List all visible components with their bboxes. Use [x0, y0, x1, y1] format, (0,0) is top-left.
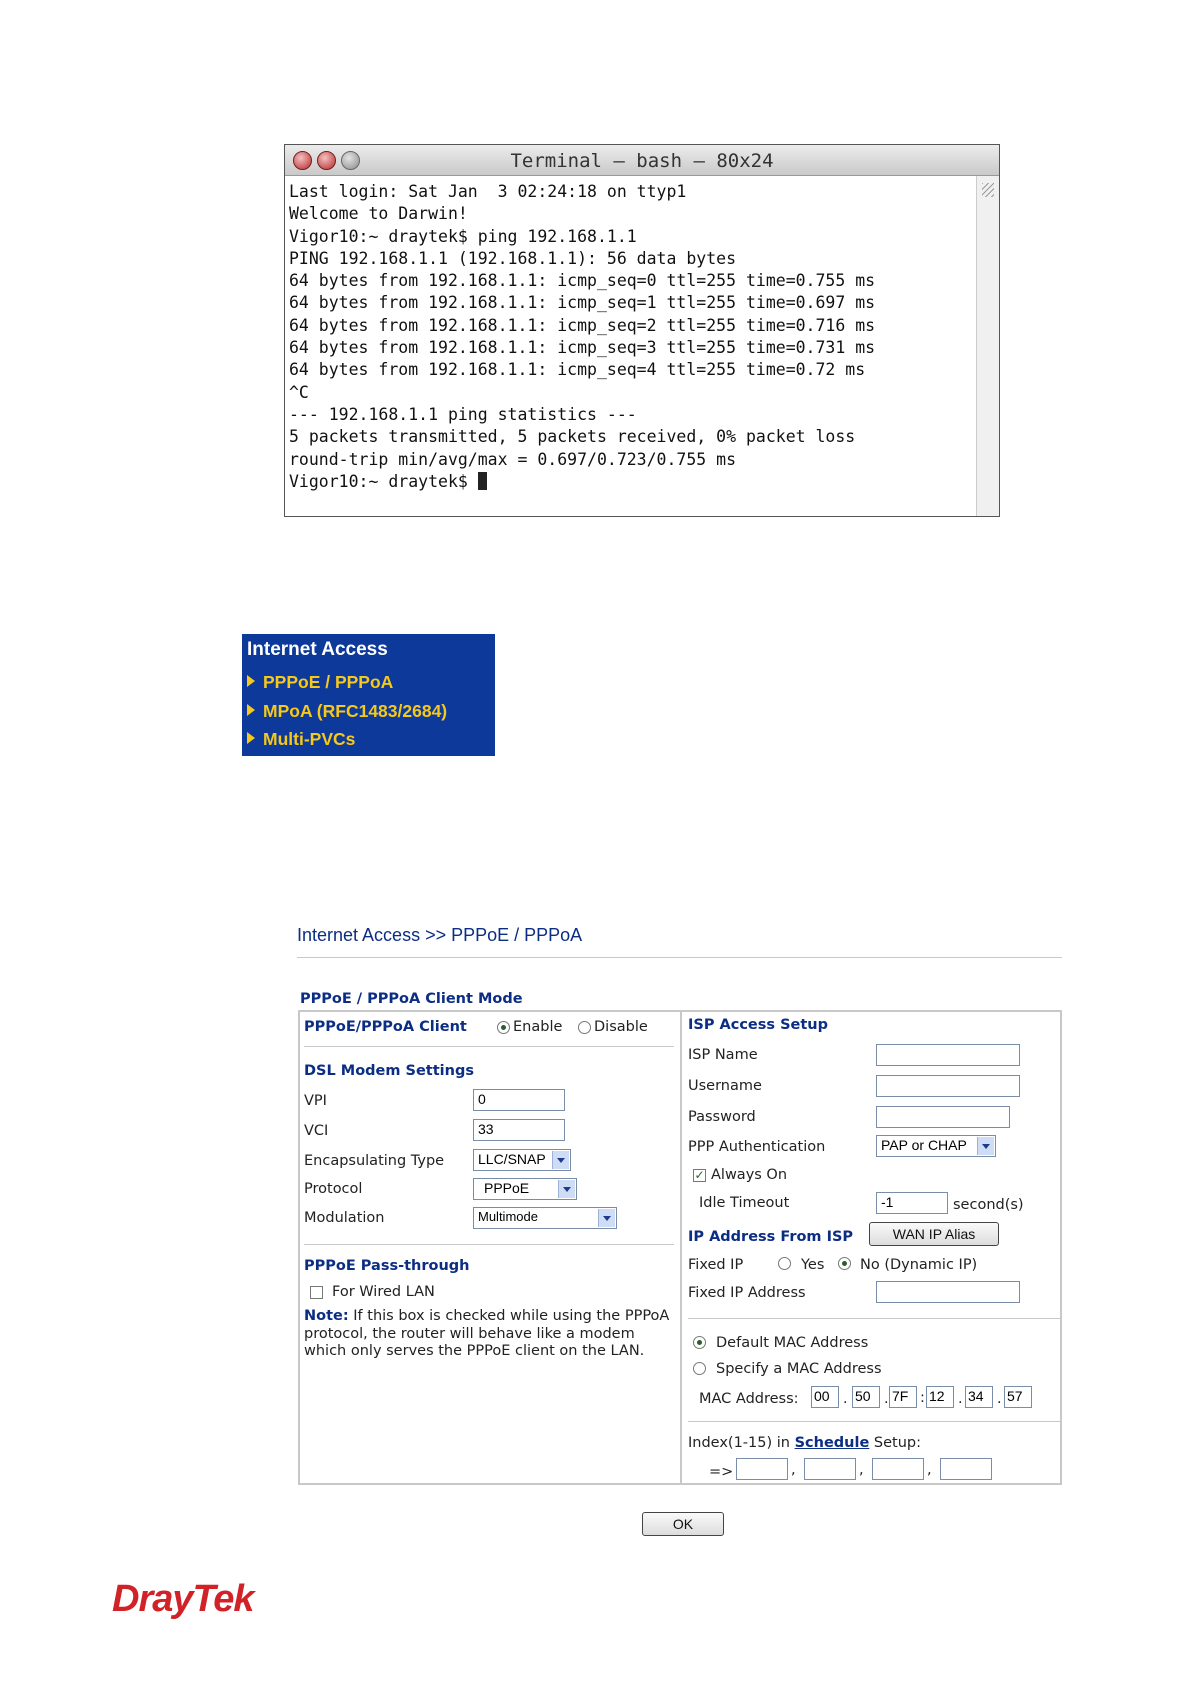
modulation-select[interactable]: [473, 1207, 617, 1229]
terminal-window: [284, 144, 1000, 517]
disable-label: Disable: [594, 1019, 648, 1035]
terminal-line: 64 bytes from 192.168.1.1: icmp_seq=1 ttl=255 time=0.697 ms: [289, 293, 876, 313]
default-mac-radio[interactable]: [693, 1336, 706, 1349]
terminal-line: Last login: Sat Jan 3 02:24:18 on ttyp1: [289, 182, 687, 201]
mac-octet-6[interactable]: 57: [1004, 1386, 1032, 1408]
wired-lan-checkbox[interactable]: [310, 1286, 323, 1299]
divider: [688, 1318, 1060, 1319]
mac-octet-4[interactable]: 12: [926, 1386, 954, 1408]
idle-timeout-label: Idle Timeout: [699, 1195, 790, 1211]
terminal-line: 64 bytes from 192.168.1.1: icmp_seq=3 ttl=255 time=0.731 ms: [289, 338, 876, 358]
schedule-index-2[interactable]: [804, 1458, 856, 1480]
password-label: Password: [688, 1109, 756, 1125]
column-divider: [680, 1012, 682, 1483]
arrow-right-icon: [247, 675, 255, 687]
terminal-line: 64 bytes from 192.168.1.1: icmp_seq=0 ttl=255 time=0.755 ms: [289, 271, 876, 291]
schedule-index-3[interactable]: [872, 1458, 924, 1480]
fixed-ip-address-label: Fixed IP Address: [688, 1285, 806, 1301]
arrow-right-icon: [247, 732, 255, 744]
select-value: PPPoE: [484, 1180, 530, 1196]
terminal-prompt-line: [289, 471, 973, 493]
fixed-ip-address-input[interactable]: [876, 1281, 1020, 1303]
vpi-label: VPI: [304, 1093, 327, 1109]
seconds-label: second(s): [953, 1197, 1024, 1213]
mac-separator: .: [843, 1391, 848, 1407]
draytek-logo: DrayTek: [112, 1578, 254, 1620]
terminal-line: round-trip min/avg/max = 0.697/0.723/0.755 ms: [289, 449, 737, 469]
always-on-checkbox[interactable]: ✓: [694, 1168, 705, 1182]
terminal-line: PING 192.168.1.1 (192.168.1.1): 56 data bytes: [289, 248, 737, 268]
dsl-modem-settings-header: DSL Modem Settings: [304, 1063, 474, 1079]
divider: [304, 1046, 674, 1047]
menu-item-label: Multi-PVCs: [263, 729, 356, 749]
specify-mac-label: Specify a MAC Address: [716, 1361, 882, 1377]
isp-access-setup-header: ISP Access Setup: [688, 1017, 828, 1033]
menu-item-label: MPoA (RFC1483/2684): [263, 701, 448, 721]
vpi-input[interactable]: 0: [473, 1089, 565, 1111]
chevron-down-icon: [977, 1137, 994, 1155]
username-input[interactable]: [876, 1075, 1020, 1097]
ppp-authentication-label: PPP Authentication: [688, 1139, 826, 1155]
arrow-right-icon: [247, 704, 255, 716]
note-label: Note:: [304, 1308, 349, 1324]
enable-radio[interactable]: [497, 1021, 510, 1034]
terminal-title: Terminal — bash — 80x24: [510, 150, 774, 172]
title-divider: [297, 957, 1062, 958]
ip-address-from-isp-header: IP Address From ISP: [688, 1229, 854, 1245]
isp-name-label: ISP Name: [688, 1047, 758, 1063]
fixed-ip-yes-radio[interactable]: [778, 1257, 791, 1270]
resize-grip-icon[interactable]: [982, 183, 994, 197]
select-value: PAP or CHAP: [881, 1137, 967, 1153]
chevron-down-icon: [558, 1180, 575, 1198]
mac-octet-1[interactable]: 00: [811, 1386, 839, 1408]
disable-radio[interactable]: [578, 1021, 591, 1034]
fixed-ip-label: Fixed IP: [688, 1257, 744, 1273]
isp-name-input[interactable]: [876, 1044, 1020, 1066]
comma-separator: ,: [859, 1462, 864, 1478]
index-label: Index(1-15) in: [688, 1435, 795, 1451]
encapsulating-type-label: Encapsulating Type: [304, 1153, 445, 1169]
comma-separator: ,: [927, 1462, 932, 1478]
menu-item-label: PPPoE / PPPoA: [263, 672, 394, 692]
terminal-line: 5 packets transmitted, 5 packets received, 0% packet loss: [289, 427, 856, 447]
modulation-label: Modulation: [304, 1210, 385, 1226]
terminal-line: Vigor10:~ draytek$ ping 192.168.1.1: [289, 226, 637, 246]
encapsulating-type-select[interactable]: [473, 1149, 571, 1171]
mac-octet-2[interactable]: 50: [852, 1386, 880, 1408]
mac-octet-5[interactable]: 34: [965, 1386, 993, 1408]
mac-separator: .: [884, 1391, 889, 1407]
setup-label: Setup:: [869, 1435, 921, 1451]
terminal-line: --- 192.168.1.1 ping statistics ---: [289, 404, 637, 424]
terminal-line: 64 bytes from 192.168.1.1: icmp_seq=2 ttl=255 time=0.716 ms: [289, 315, 876, 335]
wired-lan-label: For Wired LAN: [332, 1284, 435, 1300]
section-title: PPPoE / PPPoA Client Mode: [300, 991, 523, 1007]
comma-separator: ,: [791, 1462, 796, 1478]
yes-label: Yes: [801, 1257, 825, 1273]
protocol-label: Protocol: [304, 1181, 363, 1197]
schedule-index-4[interactable]: [940, 1458, 992, 1480]
protocol-select[interactable]: [473, 1178, 577, 1200]
enable-label: Enable: [513, 1019, 563, 1035]
terminal-output[interactable]: [289, 181, 973, 512]
specify-mac-radio[interactable]: [693, 1362, 706, 1375]
schedule-index-1[interactable]: [736, 1458, 788, 1480]
internet-access-menu: [242, 634, 495, 756]
ppp-authentication-select[interactable]: [876, 1135, 996, 1157]
pppoe-pass-through-header: PPPoE Pass-through: [304, 1258, 470, 1274]
client-label: PPPoE/PPPoA Client: [304, 1019, 467, 1035]
default-mac-label: Default MAC Address: [716, 1335, 869, 1351]
mac-separator: :: [920, 1390, 925, 1406]
note-line-1: [304, 1308, 669, 1324]
terminal-line: Vigor10:~ draytek$: [289, 471, 478, 491]
divider: [688, 1421, 1060, 1422]
schedule-setup-label: [688, 1435, 921, 1451]
username-label: Username: [688, 1078, 762, 1094]
mac-separator: .: [997, 1391, 1002, 1407]
terminal-line: ^C: [289, 382, 309, 402]
chevron-down-icon: [552, 1151, 569, 1169]
terminal-line: 64 bytes from 192.168.1.1: icmp_seq=4 ttl=255 time=0.72 ms: [289, 360, 866, 380]
vci-input[interactable]: 33: [473, 1119, 565, 1141]
mac-separator: .: [958, 1391, 963, 1407]
terminal-cursor: [478, 472, 487, 490]
fixed-ip-no-radio[interactable]: [838, 1257, 851, 1270]
chevron-down-icon: [598, 1209, 615, 1227]
menu-item-pppoe-pppoa[interactable]: [247, 672, 393, 693]
menu-item-multi-pvcs[interactable]: [247, 729, 355, 750]
terminal-line: Welcome to Darwin!: [289, 204, 468, 224]
mac-address-label: MAC Address:: [699, 1391, 799, 1407]
menu-item-mpoa[interactable]: [247, 701, 447, 722]
arrow-label: =>: [709, 1464, 734, 1480]
idle-timeout-input[interactable]: -1: [876, 1192, 948, 1214]
note-line-2: protocol, the router will behave like a modem: [304, 1326, 635, 1342]
vci-label: VCI: [304, 1123, 329, 1139]
schedule-link[interactable]: Schedule: [794, 1435, 870, 1451]
page-title: Internet Access >> PPPoE / PPPoA: [297, 925, 583, 945]
mac-octet-3[interactable]: 7F: [889, 1386, 917, 1408]
terminal-scrollbar[interactable]: [976, 176, 999, 516]
always-on-label: Always On: [711, 1167, 788, 1183]
password-input[interactable]: [876, 1106, 1010, 1128]
select-value: LLC/SNAP: [478, 1151, 546, 1167]
note-line-3: which only serves the PPPoE client on the LAN.: [304, 1343, 645, 1359]
ok-button[interactable]: OK: [642, 1512, 724, 1536]
menu-title: Internet Access: [247, 639, 388, 660]
terminal-titlebar: [285, 145, 999, 176]
no-dynamic-ip-label: No (Dynamic IP): [860, 1257, 978, 1273]
select-value: Multimode: [478, 1209, 538, 1224]
note-text: If this box is checked while using the PPPoA: [348, 1308, 670, 1324]
wan-ip-alias-button[interactable]: WAN IP Alias: [869, 1222, 999, 1246]
divider: [304, 1244, 674, 1245]
